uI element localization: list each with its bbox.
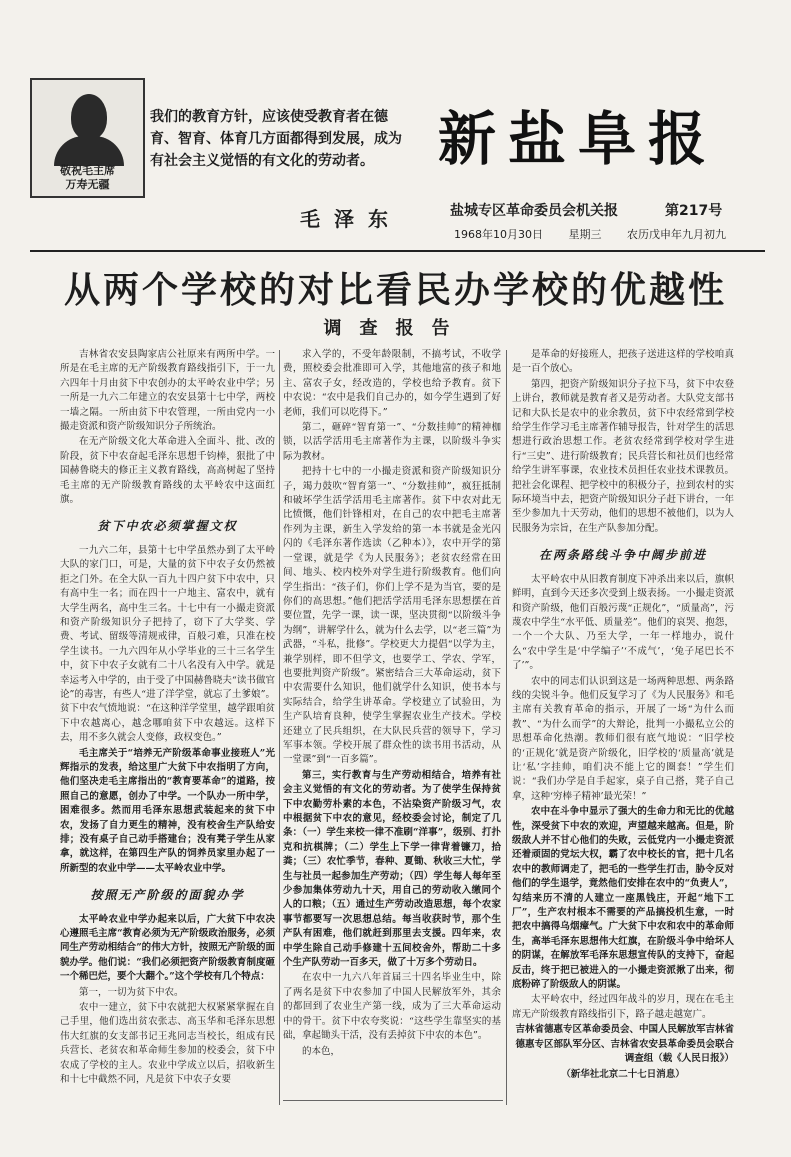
byline: 吉林省德惠专区革命委员会、中国人民解放军吉林省德惠专区部队军分区、吉林省农安县革命委员会联合调查组（载《人民日报》） (515, 1024, 734, 1065)
paragraph: 农中一建立，贫下中农就把大权紧紧掌握在自己手里，他们选出贫农张志、高玉华和毛泽东思想伟大红旗的女支部书记王兆同志当校长，组成有民兵营长、老贫农和革命师生参加的校委会，贫下中农成了学校的主人。农业中学成立以后，招收新生和十七中截然不同，凡是贫下中农子女要 (60, 1002, 275, 1086)
column-divider (279, 350, 280, 1105)
quotation-text: 我们的教育方针，应该使受教育者在德育、智育、体育几方面都得到发展，成为有社会主义觉悟的有文化的劳动者。 (150, 109, 402, 169)
article-column-1 (60, 348, 275, 1103)
column-divider (506, 350, 507, 1105)
newspaper-title: 新盐阜报 (438, 105, 719, 173)
news-source: （新华社北京二十七日消息） (561, 1068, 685, 1080)
paragraph: 吉林省农安县陶家店公社原来有两所中学。一所是在毛主席的无产阶级教育路线指引下，于一九六四年十月由贫下中农创办的太平岭农业中学；另一所是一九六二年建立的农安县第十七中学，两校一墙之隔。一所由贫下中农管理，一所由党内一小撮走资派和资产阶级知识分子所统治。 (60, 349, 275, 433)
paragraph: 的本色， (302, 1045, 341, 1057)
portrait-body (54, 136, 124, 166)
section-heading: 按照无产阶级的面貌办学 (90, 888, 245, 903)
quotation-author: 毛泽东 (300, 207, 402, 231)
paragraph-bold (512, 805, 734, 992)
article-column-2 (283, 348, 501, 1060)
chairman-portrait (30, 78, 145, 198)
paragraph: 是革命的好接班人，把孩子送进这样的学校咱真是一百个放心。 (512, 349, 734, 375)
portrait-caption-line2: 万寿无疆 (65, 178, 110, 191)
portrait-caption (32, 164, 143, 192)
paragraph: 太平岭农中从旧教育制度下冲杀出来以后，旗帜鲜明，直到今天还多次受到上级表扬。一小撮走资派和资产阶级，他们百般污蔑“正规化”，“质量高”，污蔑农中学生“水平低、质量差”。他们的哀哭、抱怨，一个一个大队、乃至大学，一年一样地办，说什么“农中学生是‘中学编子’‘不成气’，‘兔子尾巴长不了’”。 (512, 573, 734, 672)
section-heading: 在两条路线斗争中阔步前进 (538, 548, 707, 563)
bold-text: 第三，实行教育与生产劳动相结合，培养有社会主义觉悟的有文化的劳动者。为了使学生保持贫下中农勤劳朴素的本色，不沾染资产阶级习气，农中根据贫下中农的意见，经校委会讨论，制定了几条：（一）学生来校一律不准刷“洋事”，级别、打扑克和抗棋牌；（二）学生上下学一律背着镰刀，拾粪；（三）农忙季节，春种、夏锄、秋收三大忙，学生与社员一起参加生产劳动；（四）学生每人每年至少参加集体劳动九十天，用自己的劳动收入缴同个人的口粮；（五）通过生产劳动改造思想，每个农家事节都要写一次思想总结。每当收获时节，那个生产队有困难，他们就赶到那里去支援。四年来，农中学生除自己动手修建十五间校舍外，帮助二十多个生产队劳动一百多天，做了十万多个劳动日。 (283, 769, 501, 969)
portrait-caption-line1: 敬祝毛主席 (60, 164, 115, 177)
paragraph: 在农中一九六八年首届三十四名毕业生中，除了两名是贫下中农参加了中国人民解放军外，其余的都回到了农业生产第一线，成为了三大革命运动中的骨干。贫下中农夸奖说：“这些学生靠坚实的基础，拿起锄头干活，没有丢掉贫下中农的本色”。 (283, 972, 501, 1042)
paragraph-bold (283, 769, 501, 971)
paragraph: 第二，砸碎“智育第一”、“分数挂帅”的精神枷锁，以活学活用毛主席著作为主课，以阶级斗争实际为教材。 (283, 422, 501, 462)
lunar-date: 农历戊申年九月初九 (627, 228, 726, 241)
paragraph: 第四，把资产阶级知识分子拉下马，贫下中农登上讲台，教师就是教育者又是劳动者。大队党支部书记和大队长是农中的业余教员，贫下中农经常到学校给学生作学习毛主席著作辅导报告，针对学生的活思想进行政治思想工作。老贫农经常到学校对学生进行“三史”、进行阶级教育；民兵营长和社员们也经常给学生讲军事课，农业技术员担任农业技术课教员。把社会化课程、把学校中的积极分子，拉到农村的实际环境当中去，把资产阶级知识分子赶下讲台，一年至少参加九十天劳动，他们的思想不被他们，以为人民服务为宗旨，在生产队参加分配。 (512, 378, 734, 534)
section-heading: 贫下中农必须掌握文权 (97, 519, 238, 534)
article-headline: 从两个学校的对比看民办学校的优越性 (63, 270, 727, 311)
paragraph: 太平岭农中，经过四年战斗的岁月，现在在毛主席无产阶级教育路线指引下，路子越走越宽广。 (512, 994, 734, 1020)
paragraph-bold (60, 913, 275, 985)
quote-box (150, 96, 420, 236)
paragraph: 求入学的，不受年龄限制，不搞考试，不收学费，照校委会批准即可入学，其他地富的孩子和地主、富农子女，经改造的，学校也给予教育。贫下中农说：“农中是我们自己办的，如今学生遇到了好老师，我们可以吃得下。” (283, 349, 501, 418)
paragraph: 第一，一切为贫下中农。 (79, 986, 184, 998)
paragraph: 在无产阶级文化大革命进入全面斗、批、改的阶段，贫下中农奋起毛泽东思想千钧棒，狠批了中国赫鲁晓夫的修正主义教育路线，高高树起了坚持毛主席的无产阶级教育路线的太平岭农中这面红旗。 (60, 436, 275, 506)
paragraph-bold (60, 747, 275, 877)
issue-number: 第217号 (665, 203, 723, 219)
article-subheadline: 调查报告 (323, 318, 468, 339)
masthead-divider (30, 250, 765, 252)
bold-text: 毛主席关于“培养无产阶级革命事业接班人”光辉指示的发表，给这里广大贫下中农指明了方向，他们坚决走毛主席指出的“教育要革命”的道路，按照自己的意愿，创办了中学。一个队办一所中学，困难很多。然而用毛泽东思想武装起来的贫下中农，发扬了自力更生的精神，没有校舍生产队给安排；没有桌子自己动手搭建台；没有凳子学生从家拿，就这样，在第四生产队的饲养员家里办起了一所新型的农业中学——太平岭农业中学。 (60, 747, 275, 874)
portrait-head (71, 94, 107, 140)
publisher-line: 盐城专区革命委员会机关报 (450, 203, 618, 219)
paragraph: 农中的同志们认识到这是一场两种思想、两条路线的尖锐斗争。他们反复学习了《为人民服务》和毛主席有关教育革命的指示，开展了一场“为什么而教”、“为什么而学”的大辩论，批判一小撮私立公的思想革命化热潮。教师们很有底气地说：“旧学校的‘正规化’就是资产阶级化，旧学校的‘质量高’就是让‘私’字挂帅，咱们决不能上它的圈套！”学生们说：“我们办学是自手起家，桌子自己搭，凳子自己拿，这种‘穷棒子精神’最光荣！” (512, 675, 734, 802)
bold-text: 太平岭农业中学办起来以后，广大贫下中农决心遵照毛主席“教育必须为无产阶级政治服务，必须同生产劳动相结合”的伟大方针，按照无产阶级的面貌办学。他们说：“我们必须把资产阶级教育制度砸一个稀巴烂，要个大翻个。”这个学校有几个特点： (60, 913, 275, 983)
paragraph: 把持十七中的一小撮走资派和资产阶级知识分子，竭力鼓吹“智育第一”、“分数挂帅”，疯狂抵制和破坏学生活学活用毛主席著作。贫下中农对此无比愤慨，他们针锋相对，在自己的农中把毛主席著作列为主课，新生入学发给的第一本书就是金光闪闪的《毛泽东著作选读（乙种本）》，农中开学的第一堂课，就是学《为人民服务》；老贫农经常在田间、地头、校内校外对学生进行阶级教育。他们向学生指出：“孩子们，你们上学不是为当官，要的是你们的高思想。”他们把活学活用毛泽东思想摆在首要位置，先学一课，读一课，坚决贯彻“以阶级斗争为纲”，讲解学什么，就为什么去学，以“老三篇”为武器，“斗私，批修”。学校更大力提倡“以学为主，兼学别样，即不但学文，也要学工、学农、学军，也要批判资产阶级”。紧密结合三大革命运动，贫下中农需要什么知识，他们就学什么知识，使书本与实际结合，给学生讲革命。学校建立了试验田，为生产队培育良种，使学生掌握农业生产技术。学校还建立了民兵组织，在大队民兵营的领导下，学习军事本领。学校开展了群众性的读书用书活动，从一堂课”到“一百多篇”。 (283, 466, 501, 766)
date-row (454, 226, 748, 242)
paragraph: 一九六二年，县第十七中学虽然办到了太平岭大队的家门口，可是，大量的贫下中农子女仍然被拒之门外。在全大队一百九十四户贫下中农中，只有高中生一名；而在四十一户地主、富农中，就有大学生两名，高中生三名。十七中有一小撮走资派和资产阶级知识分子把持了，窃下了大学奖、学费、考试、留级等清规戒律，百般刁难，只准在校学生读书。一九六四年从小学毕业的三十三名学生中，贫下中农子女就有二十八名没有入中学。就是幸运考入中学的，由于受了中国赫鲁晓夫“读书做官论”的毒害，有些人“进了洋学堂，就忘了土爹娘”。贫下中农气愤地说：“在这种洋学堂里，越学跟咱贫下中农越离心，越念哪咱贫下中农越远。这样下去，用不多久就会人变修，政权变色。” (60, 544, 275, 744)
column-end-rule (283, 1100, 503, 1101)
publication-date: 1968年10月30日 (454, 228, 543, 241)
bold-text: 农中在斗争中显示了强大的生命力和无比的优越性，深受贫下中农的欢迎，声望越来越高。但是，阶级敌人并不甘心他们的失败，云低党内一小撮走资派还着顽固的党坛大权，霸了农中校长的官，把十几名农中的教师调走了，把毛的一些学生打击，胁令反对他们的学生退学，竟然他们安排在农中的“负责人”，勾结来历不清的人建立一座黑钱庄，开起“地下工厂”，生产农村根本不需要的产品搞投机生意，一时把农中搞得乌烟瘴气。广大贫下中农和农中的革命师生，高举毛泽东思想伟大红旗，在阶级斗争中给坏人的阴谋，在解放军毛泽东思想宣传队的支持下，奋起反击，终于把已被进入的一小撮走资派揪了出来，彻底粉碎了阶级敌人的阴谋。 (512, 806, 734, 991)
article-column-3 (512, 348, 734, 1108)
weekday: 星期三 (568, 228, 602, 241)
